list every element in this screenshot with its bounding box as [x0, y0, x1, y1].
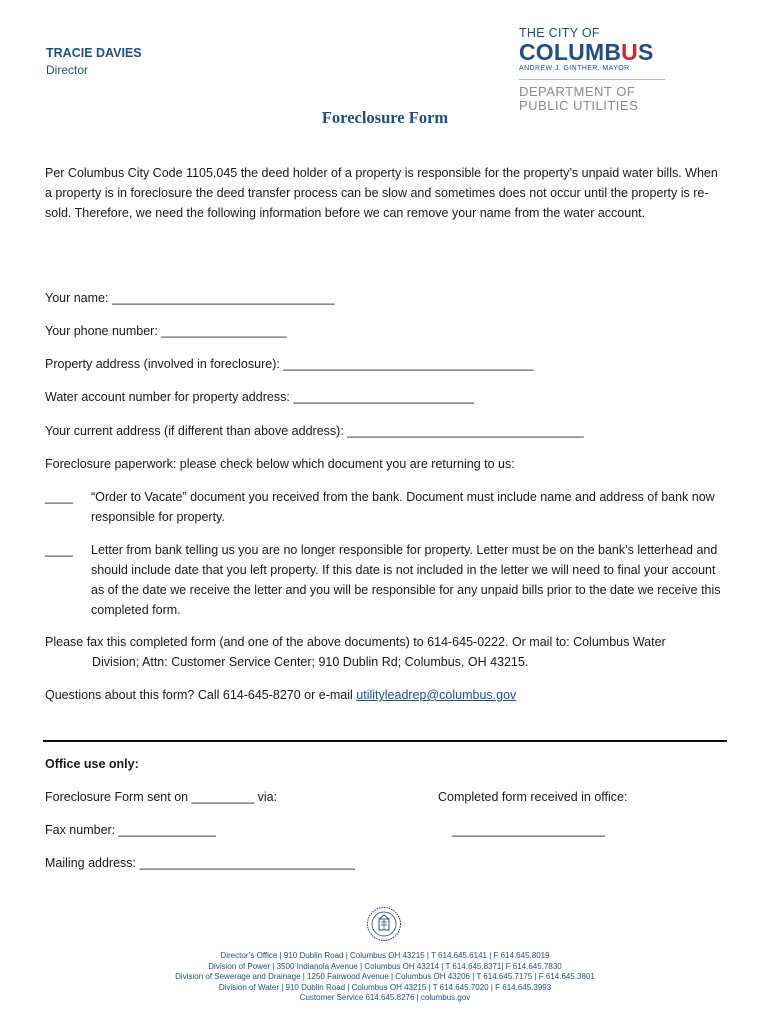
fax-instructions	[45, 632, 735, 672]
logo-divider	[519, 79, 665, 80]
fax-line-1: Please fax this completed form (and one of the above documents) to 614-645-0222. Or mail to: Columbus Water	[45, 635, 666, 649]
phone-field[interactable]: Your phone number: __________________	[45, 324, 287, 338]
fax-number-field[interactable]: Fax number: ______________	[45, 823, 216, 837]
bank-letter-checkbox[interactable]: ____	[45, 543, 73, 557]
footer-line-water: Division of Water | 910 Dublin Road | Columbus OH 43215 | T 614.645.7020 | F 614.645.3993	[218, 982, 552, 992]
footer-line-power: Division of Power | 3500 Indianola Avenue | Columbus OH 43214 | T 614.645.8371| F 614.645.7830	[208, 961, 562, 971]
logo-mayor: ANDREW J. GINTHER, MAYOR	[519, 65, 630, 72]
order-to-vacate-checkbox[interactable]: ____	[45, 490, 73, 504]
current-address-field[interactable]: Your current address (if different than above address): __________________________________	[45, 424, 584, 438]
logo-line-city-of: THE CITY OF	[519, 26, 600, 40]
questions-line	[45, 688, 516, 702]
order-to-vacate-text: “Order to Vacate” document you received from the bank. Document must include name and address of bank now responsible for property.	[91, 490, 715, 524]
city-logo	[519, 26, 669, 113]
director-name: TRACIE DAVIES	[46, 46, 142, 60]
received-field[interactable]: ______________________	[452, 823, 605, 837]
paperwork-instruction: Foreclosure paperwork: please check below which document you are returning to us:	[45, 457, 515, 471]
logo-columbus-s: S	[637, 39, 654, 65]
logo-dept-line2: PUBLIC UTILITIES	[519, 98, 639, 113]
questions-text: Questions about this form? Call 614-645-8270 or e-mail	[45, 688, 357, 702]
fax-line-2: Division; Attn: Customer Service Center; 910 Dublin Rd; Columbus, OH 43215.	[92, 655, 529, 669]
form-sent-field[interactable]: Foreclosure Form sent on _________ via:	[45, 790, 278, 804]
office-use-title: Office use only:	[45, 757, 139, 771]
logo-dept-line1: DEPARTMENT OF	[519, 84, 636, 99]
logo-columbus-part1: COLUMB	[519, 39, 622, 65]
intro-paragraph: Per Columbus City Code 1105.045 the deed holder of a property is responsible for the property’s unpaid water bills. When a property is in foreclosure the deed transfer process can be slow and sometimes does not occur until the property is re-sold. Therefore, we need the following information before we can remove your name from the water account.	[45, 166, 718, 220]
section-divider	[43, 740, 727, 742]
mailing-address-field[interactable]: Mailing address: _______________________________	[45, 856, 355, 870]
footer-contacts	[0, 951, 770, 1004]
footer-line-sewerage: Division of Sewerage and Drainage | 1250 Fairwood Avenue | Columbus OH 43206 | T 614.645.7175 | F 614.645.3801	[175, 972, 595, 981]
logo-columbus	[519, 40, 669, 64]
email-link[interactable]: utilityleadrep@columbus.gov	[356, 688, 517, 702]
footer-line-directors-office: Director’s Office | 910 Dublin Road | Columbus OH 43215 | T 614.645.6141 | F 614.645.8019	[220, 951, 550, 960]
property-address-field[interactable]: Property address (involved in foreclosure): ____________________________________	[45, 357, 534, 371]
received-label: Completed form received in office:	[438, 790, 628, 804]
water-account-field[interactable]: Water account number for property address: __________________________	[45, 390, 475, 404]
city-seal-icon	[366, 906, 402, 942]
bank-letter-text: Letter from bank telling us you are no longer responsible for property. Letter must be on the bank’s letterhead and should include date that you left property. If this date is not included in the letter we will need to final your account as of the date we receive the letter and you will be responsible for any unpaid bills prior to the date we receive this completed form.	[91, 543, 721, 617]
footer-line-customer-service: Customer Service 614.645.8276 | columbus.gov	[299, 993, 471, 1002]
form-title: Foreclosure Form	[321, 108, 449, 127]
director-title: Director	[46, 63, 89, 77]
your-name-field[interactable]: Your name: ________________________________	[45, 291, 335, 305]
logo-columbus-u: U	[621, 39, 638, 65]
